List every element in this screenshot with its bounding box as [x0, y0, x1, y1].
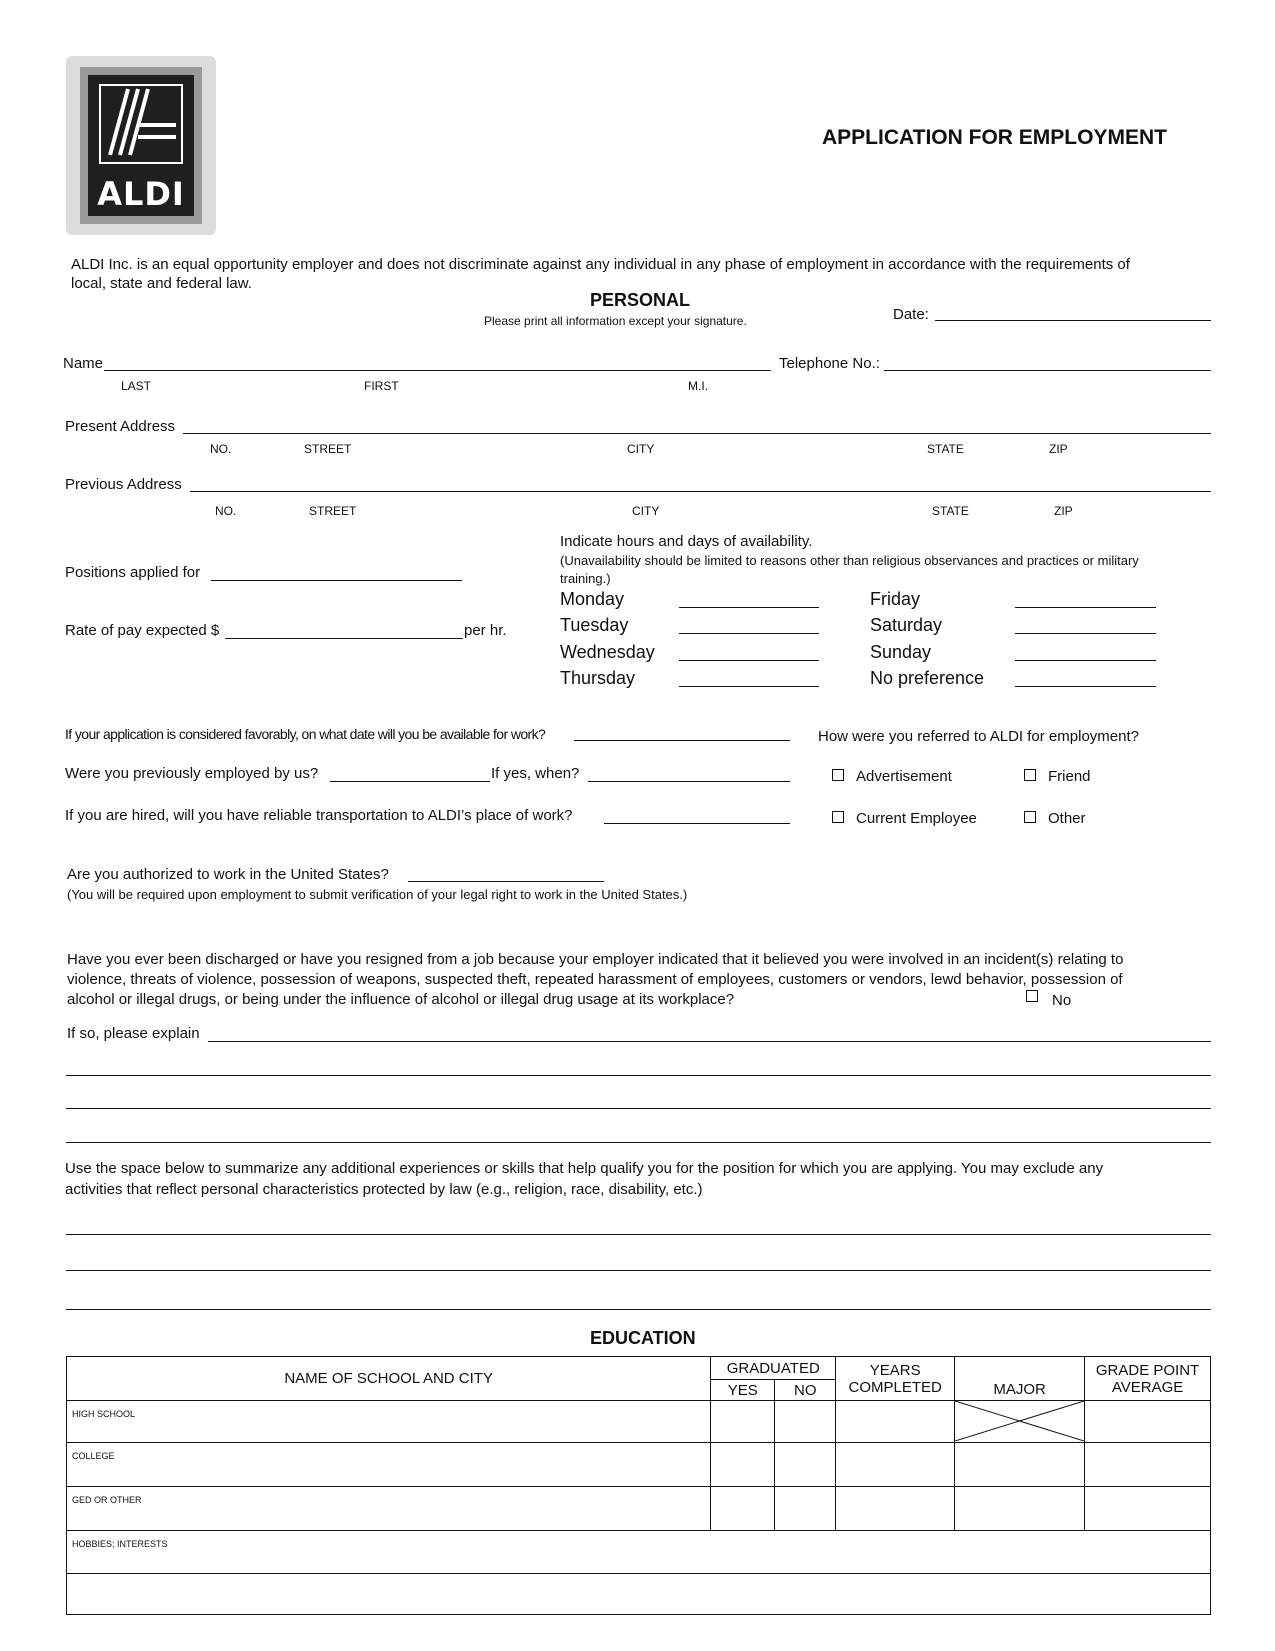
previous-addr-sub-zip: ZIP [1054, 504, 1073, 518]
eeo-statement-line1: ALDI Inc. is an equal opportunity employer and does not discriminate against any individual in any phase of employment in accordance with the requirements of [71, 256, 1130, 273]
table-row [67, 1531, 1211, 1574]
friend-label: Friend [1048, 768, 1091, 785]
aldi-logo-stripes-icon [88, 75, 194, 175]
high-school-years-cell[interactable] [836, 1401, 955, 1443]
skills-line-3[interactable] [66, 1309, 1211, 1310]
col-gpa-header: GRADE POINT AVERAGE [1085, 1357, 1211, 1401]
table-row [67, 1443, 1211, 1487]
rate-suffix: per hr. [464, 622, 507, 639]
explain-line-3[interactable] [66, 1108, 1211, 1109]
current-employee-checkbox[interactable] [832, 811, 844, 823]
day-thursday: Thursday [560, 668, 636, 688]
saturday-field[interactable] [1015, 633, 1156, 634]
cross-out-icon [955, 1401, 1084, 1441]
day-monday: Monday [560, 589, 625, 609]
name-sub-mi: M.I. [688, 379, 708, 393]
current-employee-label: Current Employee [856, 810, 977, 827]
name-sub-first: FIRST [364, 379, 399, 393]
page-title: APPLICATION FOR EMPLOYMENT [822, 126, 1167, 149]
other-label: Other [1048, 810, 1086, 827]
advertisement-checkbox[interactable] [832, 769, 844, 781]
row-label: COLLEGE [72, 1451, 115, 1461]
present-addr-sub-state: STATE [927, 442, 964, 456]
hobbies-cell[interactable] [67, 1531, 1211, 1574]
col-no-header: NO [775, 1380, 836, 1401]
row-label: GED OR OTHER [72, 1495, 142, 1505]
thursday-field[interactable] [679, 686, 819, 687]
day-no-preference: No preference [870, 668, 985, 688]
high-school-cell[interactable] [67, 1401, 711, 1443]
authorized-note: (You will be required upon employment to submit verification of your legal right to work in the United States.) [67, 887, 688, 902]
rate-label: Rate of pay expected $ [65, 622, 220, 639]
eeo-statement-line2: local, state and federal law. [71, 275, 252, 292]
name-sub-last: LAST [121, 379, 152, 393]
transportation-question: If you are hired, will you have reliable transportation to ALDI’s place of work? [65, 807, 573, 824]
no-preference-field[interactable] [1015, 686, 1156, 687]
ged-gpa-cell[interactable] [1085, 1487, 1211, 1531]
discharged-question-line1: Have you ever been discharged or have you resigned from a job because your employer indicated that it believed you were involved in an incident(s) relating to [67, 951, 1124, 968]
transportation-field[interactable] [604, 823, 790, 824]
day-sunday: Sunday [870, 642, 932, 662]
tuesday-field[interactable] [679, 633, 819, 634]
college-major-cell[interactable] [955, 1443, 1085, 1487]
personal-subheading: Please print all information except your signature. [484, 314, 747, 328]
present-addr-sub-zip: ZIP [1049, 442, 1068, 456]
telephone-label: Telephone No.: [779, 355, 880, 372]
referral-title: How were you referred to ALDI for employment? [818, 728, 1139, 745]
explain-label: If so, please explain [67, 1025, 200, 1042]
table-row [67, 1574, 1211, 1615]
college-cell[interactable] [67, 1443, 711, 1487]
available-date-field[interactable] [574, 740, 790, 741]
authorized-field[interactable] [408, 881, 604, 882]
col-school-header: NAME OF SCHOOL AND CITY [67, 1357, 711, 1401]
education-table [66, 1356, 1211, 1615]
if-yes-when-field[interactable] [588, 781, 790, 782]
previous-address-field[interactable] [190, 491, 1211, 492]
ged-cell[interactable] [67, 1487, 711, 1531]
previous-address-label: Previous Address [65, 476, 182, 493]
discharged-question-line2: violence, threats of violence, possession of weapons, suspected theft, repeated harassment of employees, customers or vendors, lewd behavior, possession of [67, 971, 1123, 988]
available-date-question: If your application is considered favorably, on what date will you be available for work? [65, 726, 546, 742]
rate-field[interactable] [225, 638, 463, 639]
row-label: HIGH SCHOOL [72, 1409, 136, 1419]
skills-line-2[interactable] [66, 1270, 1211, 1271]
ged-years-cell[interactable] [836, 1487, 955, 1531]
day-saturday: Saturday [870, 615, 943, 635]
positions-label: Positions applied for [65, 564, 201, 581]
high-school-major-cell [955, 1401, 1085, 1443]
table-row [67, 1401, 1211, 1443]
monday-field[interactable] [679, 607, 819, 608]
ged-major-cell[interactable] [955, 1487, 1085, 1531]
explain-line-1[interactable] [208, 1041, 1211, 1042]
high-school-no-cell[interactable] [775, 1401, 836, 1443]
wednesday-field[interactable] [679, 660, 819, 661]
telephone-field[interactable] [884, 370, 1211, 371]
name-label: Name [63, 355, 104, 372]
day-tuesday: Tuesday [560, 615, 629, 635]
present-addr-sub-no: NO. [210, 442, 232, 456]
logo-wordmark: ALDI [97, 175, 185, 213]
explain-line-4[interactable] [66, 1142, 1211, 1143]
present-address-field[interactable] [183, 433, 1211, 434]
ged-no-cell[interactable] [775, 1487, 836, 1531]
present-addr-sub-city: CITY [627, 442, 655, 456]
authorized-question: Are you authorized to work in the United States? [67, 866, 389, 883]
college-years-cell[interactable] [836, 1443, 955, 1487]
college-yes-cell[interactable] [711, 1443, 775, 1487]
row-label: HOBBIES; INTERESTS [72, 1539, 168, 1549]
previous-addr-sub-state: STATE [932, 504, 969, 518]
day-wednesday: Wednesday [560, 642, 655, 662]
sunday-field[interactable] [1015, 660, 1156, 661]
previously-employed-question: Were you previously employed by us? [65, 765, 319, 782]
high-school-yes-cell[interactable] [711, 1401, 775, 1443]
positions-field[interactable] [211, 580, 462, 581]
hobbies-continued-cell[interactable] [67, 1574, 1211, 1615]
previous-addr-sub-city: CITY [632, 504, 660, 518]
col-graduated-header: GRADUATED [711, 1357, 836, 1380]
date-label: Date: [893, 306, 929, 323]
discharged-no-label: No [1052, 992, 1072, 1009]
explain-line-2[interactable] [66, 1075, 1211, 1076]
if-yes-when-label: If yes, when? [491, 765, 580, 782]
col-years-header: YEARS COMPLETED [836, 1357, 955, 1401]
name-field[interactable] [104, 370, 771, 371]
advertisement-label: Advertisement [856, 768, 952, 785]
college-gpa-cell[interactable] [1085, 1443, 1211, 1487]
skills-prompt-line2: activities that reflect personal characteristics protected by law (e.g., religion, race, disability, etc.) [65, 1181, 703, 1198]
day-friday: Friday [870, 589, 921, 609]
availability-title: Indicate hours and days of availability. [560, 533, 813, 550]
college-no-cell[interactable] [775, 1443, 836, 1487]
aldi-logo [66, 56, 216, 235]
education-heading: EDUCATION [590, 1328, 696, 1348]
friend-checkbox[interactable] [1024, 769, 1036, 781]
friday-field[interactable] [1015, 607, 1156, 608]
discharged-no-checkbox[interactable] [1026, 990, 1038, 1002]
ged-yes-cell[interactable] [711, 1487, 775, 1531]
other-checkbox[interactable] [1024, 811, 1036, 823]
col-yes-header: YES [711, 1380, 775, 1401]
col-major-header: MAJOR [955, 1357, 1085, 1401]
table-row [67, 1487, 1211, 1531]
previous-addr-sub-no: NO. [215, 504, 237, 518]
discharged-question-line3: alcohol or illegal drugs, or being under the influence of alcohol or illegal drug usage at its workplace? [67, 991, 735, 1008]
date-field[interactable] [935, 320, 1211, 321]
availability-note-line1: (Unavailability should be limited to reasons other than religious observances and practices or military [560, 553, 1139, 568]
high-school-gpa-cell[interactable] [1085, 1401, 1211, 1443]
present-address-label: Present Address [65, 418, 176, 435]
present-addr-sub-street: STREET [304, 442, 352, 456]
personal-heading: PERSONAL [590, 290, 691, 310]
previously-employed-field[interactable] [330, 781, 490, 782]
previous-addr-sub-street: STREET [309, 504, 357, 518]
skills-prompt-line1: Use the space below to summarize any additional experiences or skills that help qualify you for the position for which you are applying. You may exclude any [65, 1160, 1104, 1177]
skills-line-1[interactable] [66, 1234, 1211, 1235]
availability-note-line2: training.) [560, 571, 611, 586]
